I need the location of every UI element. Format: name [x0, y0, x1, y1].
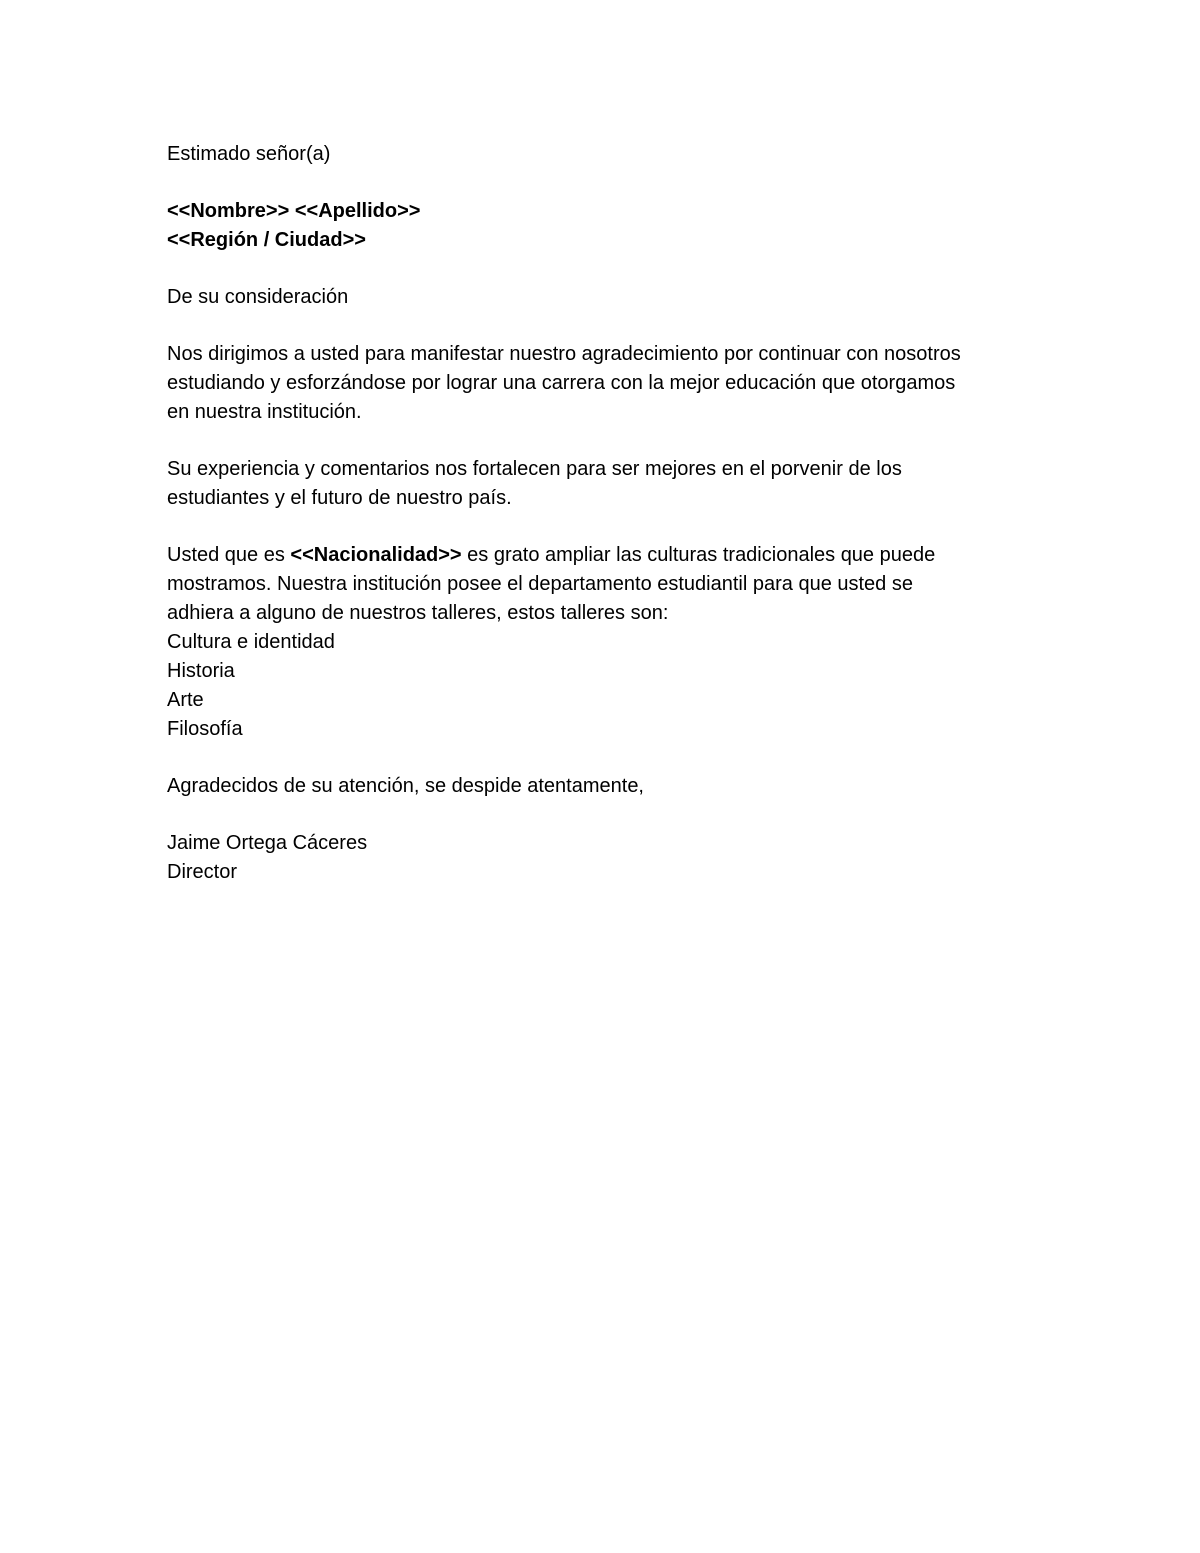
recipient-location-placeholder: <<Región / Ciudad>> — [167, 229, 366, 251]
spacer — [167, 801, 1047, 829]
paragraph-line: Su experiencia y comentarios nos fortalecen para ser mejores en el porvenir de los — [167, 458, 902, 480]
paragraph-nationality — [167, 541, 1047, 628]
spacer — [167, 169, 1047, 197]
closing-line: Agradecidos de su atención, se despide atentamente, — [167, 775, 644, 797]
nationality-placeholder: <<Nacionalidad>> — [290, 544, 462, 566]
paragraph-line — [167, 541, 1047, 570]
paragraph-gratitude — [167, 340, 1047, 427]
recipient-name-placeholder: <<Nombre>> <<Apellido>> — [167, 200, 421, 222]
opening-line: De su consideración — [167, 286, 349, 308]
spacer — [167, 255, 1047, 283]
workshop-item: Cultura e identidad — [167, 631, 335, 653]
paragraph-line: Nos dirigimos a usted para manifestar nuestro agradecimiento por continuar con nosotros — [167, 343, 961, 365]
workshop-item: Filosofía — [167, 718, 243, 740]
workshop-item: Historia — [167, 660, 235, 682]
letter-body — [167, 140, 1047, 887]
signatory-title: Director — [167, 861, 238, 883]
paragraph-line: estudiando y esforzándose por lograr una carrera con la mejor educación que otorgamos — [167, 372, 956, 394]
spacer — [167, 427, 1047, 455]
workshop-list — [167, 628, 1047, 744]
spacer — [167, 513, 1047, 541]
paragraph-experience — [167, 455, 1047, 513]
paragraph-line: estudiantes y el futuro de nuestro país. — [167, 487, 512, 509]
workshop-item: Arte — [167, 689, 204, 711]
paragraph-line: mostramos. Nuestra institución posee el departamento estudiantil para que usted se — [167, 573, 913, 595]
signatory-name: Jaime Ortega Cáceres — [167, 832, 368, 854]
signature-block — [167, 829, 1047, 887]
paragraph-line: adhiera a alguno de nuestros talleres, estos talleres son: — [167, 602, 669, 624]
paragraph-line: en nuestra institución. — [167, 401, 362, 423]
spacer — [167, 744, 1047, 772]
salutation: Estimado señor(a) — [167, 143, 331, 165]
spacer — [167, 312, 1047, 340]
text-segment: Usted que es — [167, 544, 291, 566]
text-segment: es grato ampliar las culturas tradicionales que puede — [461, 544, 936, 566]
